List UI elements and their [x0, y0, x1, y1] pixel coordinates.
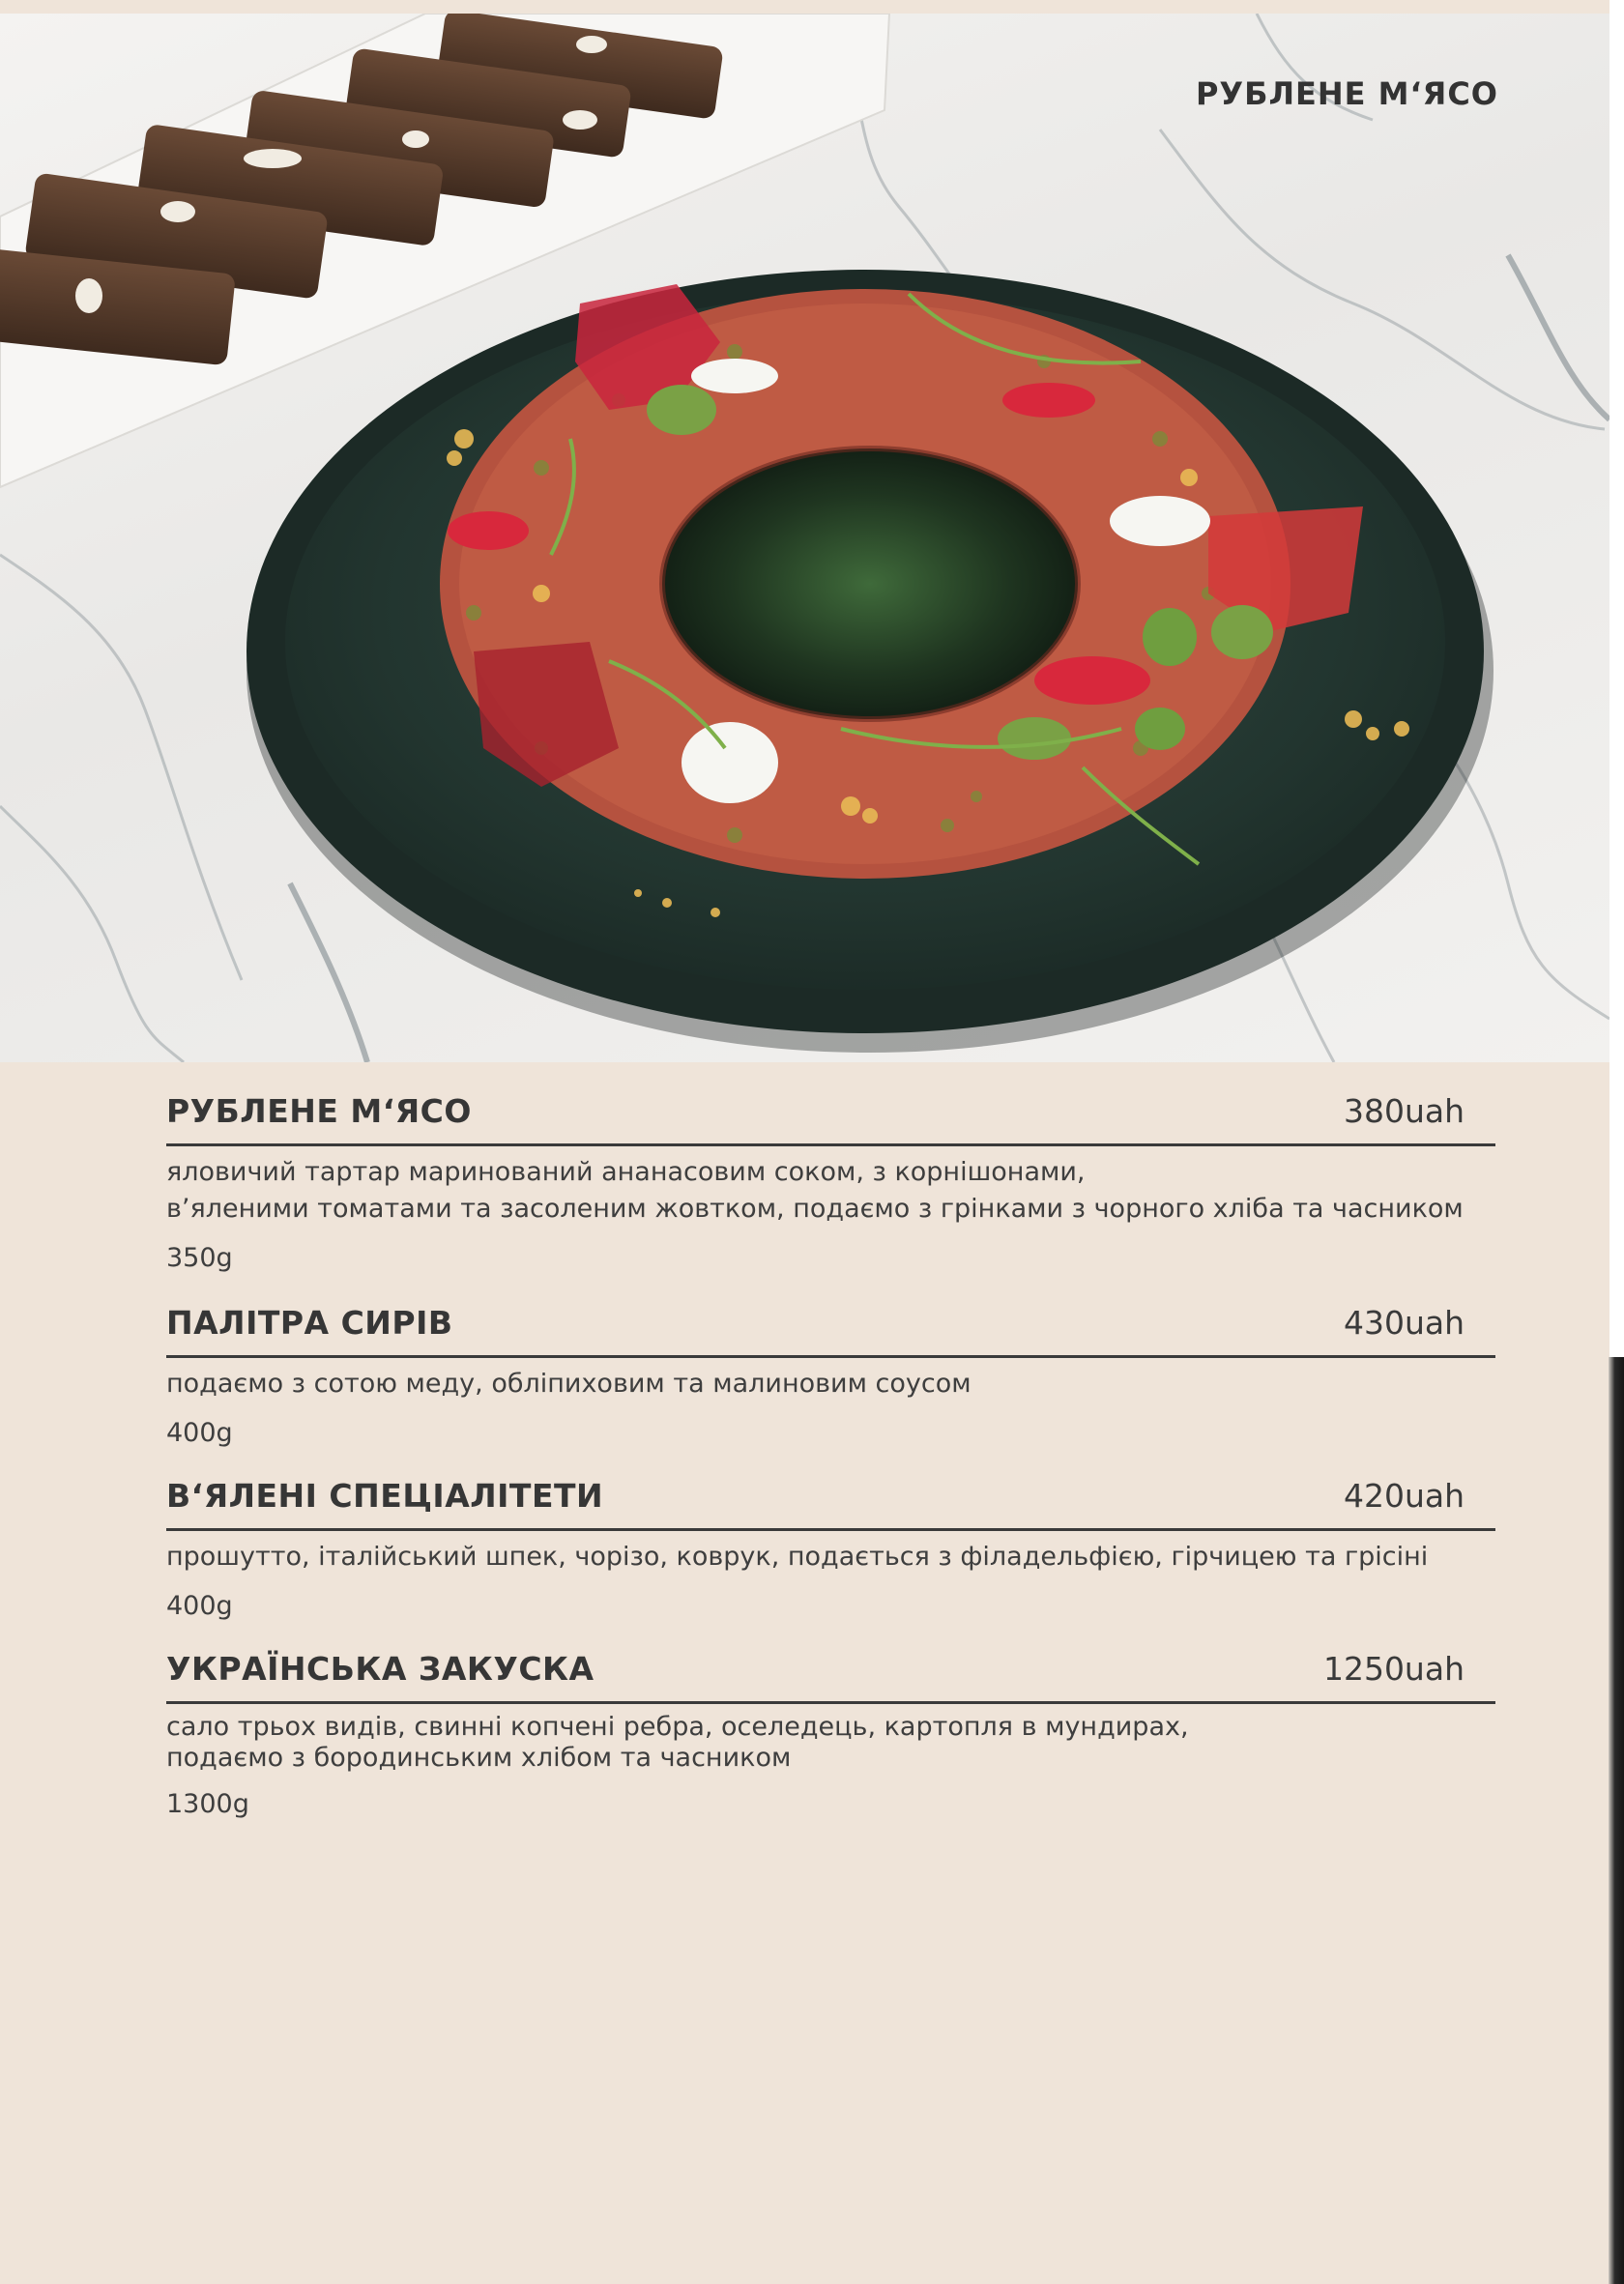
beef-tartare-photo: [0, 14, 1610, 1062]
next-page-peek: [1609, 1357, 1624, 2284]
menu-item-price: 420uah: [1343, 1477, 1464, 1515]
menu-item-header: [166, 1477, 1495, 1531]
menu-item-header: [166, 1092, 1495, 1146]
menu-item: [166, 1304, 1495, 1448]
menu-item-weight: 350g: [166, 1243, 233, 1273]
description-line: в’яленими томатами та засоленим жовтком, подаємо з грінками з чорного хліба та часником: [166, 1194, 1464, 1224]
menu-item-header: [166, 1650, 1495, 1704]
menu-list: [166, 1092, 1495, 1819]
menu-item-name: В‘ЯЛЕНІ СПЕЦІАЛІТЕТИ: [166, 1477, 604, 1515]
hero-title: РУБЛЕНЕ М‘ЯСО: [1195, 75, 1498, 112]
menu-item-description: [166, 1154, 1495, 1228]
menu-item-price: 1250uah: [1322, 1650, 1464, 1688]
menu-item-name: УКРАЇНСЬКА ЗАКУСКА: [166, 1650, 594, 1688]
description-line: яловичий тартар маринований ананасовим соком, з корнішонами,: [166, 1157, 1086, 1187]
menu-item-description: [166, 1366, 1495, 1402]
menu-item-weight: 1300g: [166, 1789, 249, 1819]
description-line: подаємо з сотою меду, обліпиховим та малиновим соусом: [166, 1369, 972, 1399]
menu-item-price: 430uah: [1343, 1304, 1464, 1342]
menu-item-weight: 400g: [166, 1591, 233, 1621]
menu-item-weight: 400g: [166, 1418, 233, 1448]
menu-item: [166, 1477, 1495, 1621]
menu-item: [166, 1650, 1495, 1819]
menu-item-header: [166, 1304, 1495, 1358]
menu-item: [166, 1092, 1495, 1273]
description-line: сало трьох видів, свинні копчені ребра, оселедець, картопля в мундирах,: [166, 1712, 1189, 1742]
menu-item-price: 380uah: [1343, 1092, 1464, 1130]
menu-item-name: РУБЛЕНЕ М‘ЯСО: [166, 1092, 472, 1130]
menu-item-description: [166, 1712, 1495, 1774]
hero-photo: [0, 14, 1610, 1062]
menu-item-name: ПАЛІТРА СИРІВ: [166, 1304, 453, 1342]
description-line: прошутто, італійський шпек, чорізо, коврук, подається з філадельфією, гірчицею та грісіні: [166, 1542, 1429, 1572]
description-line: подаємо з бородинським хлібом та часником: [166, 1743, 792, 1773]
menu-item-description: [166, 1539, 1495, 1576]
